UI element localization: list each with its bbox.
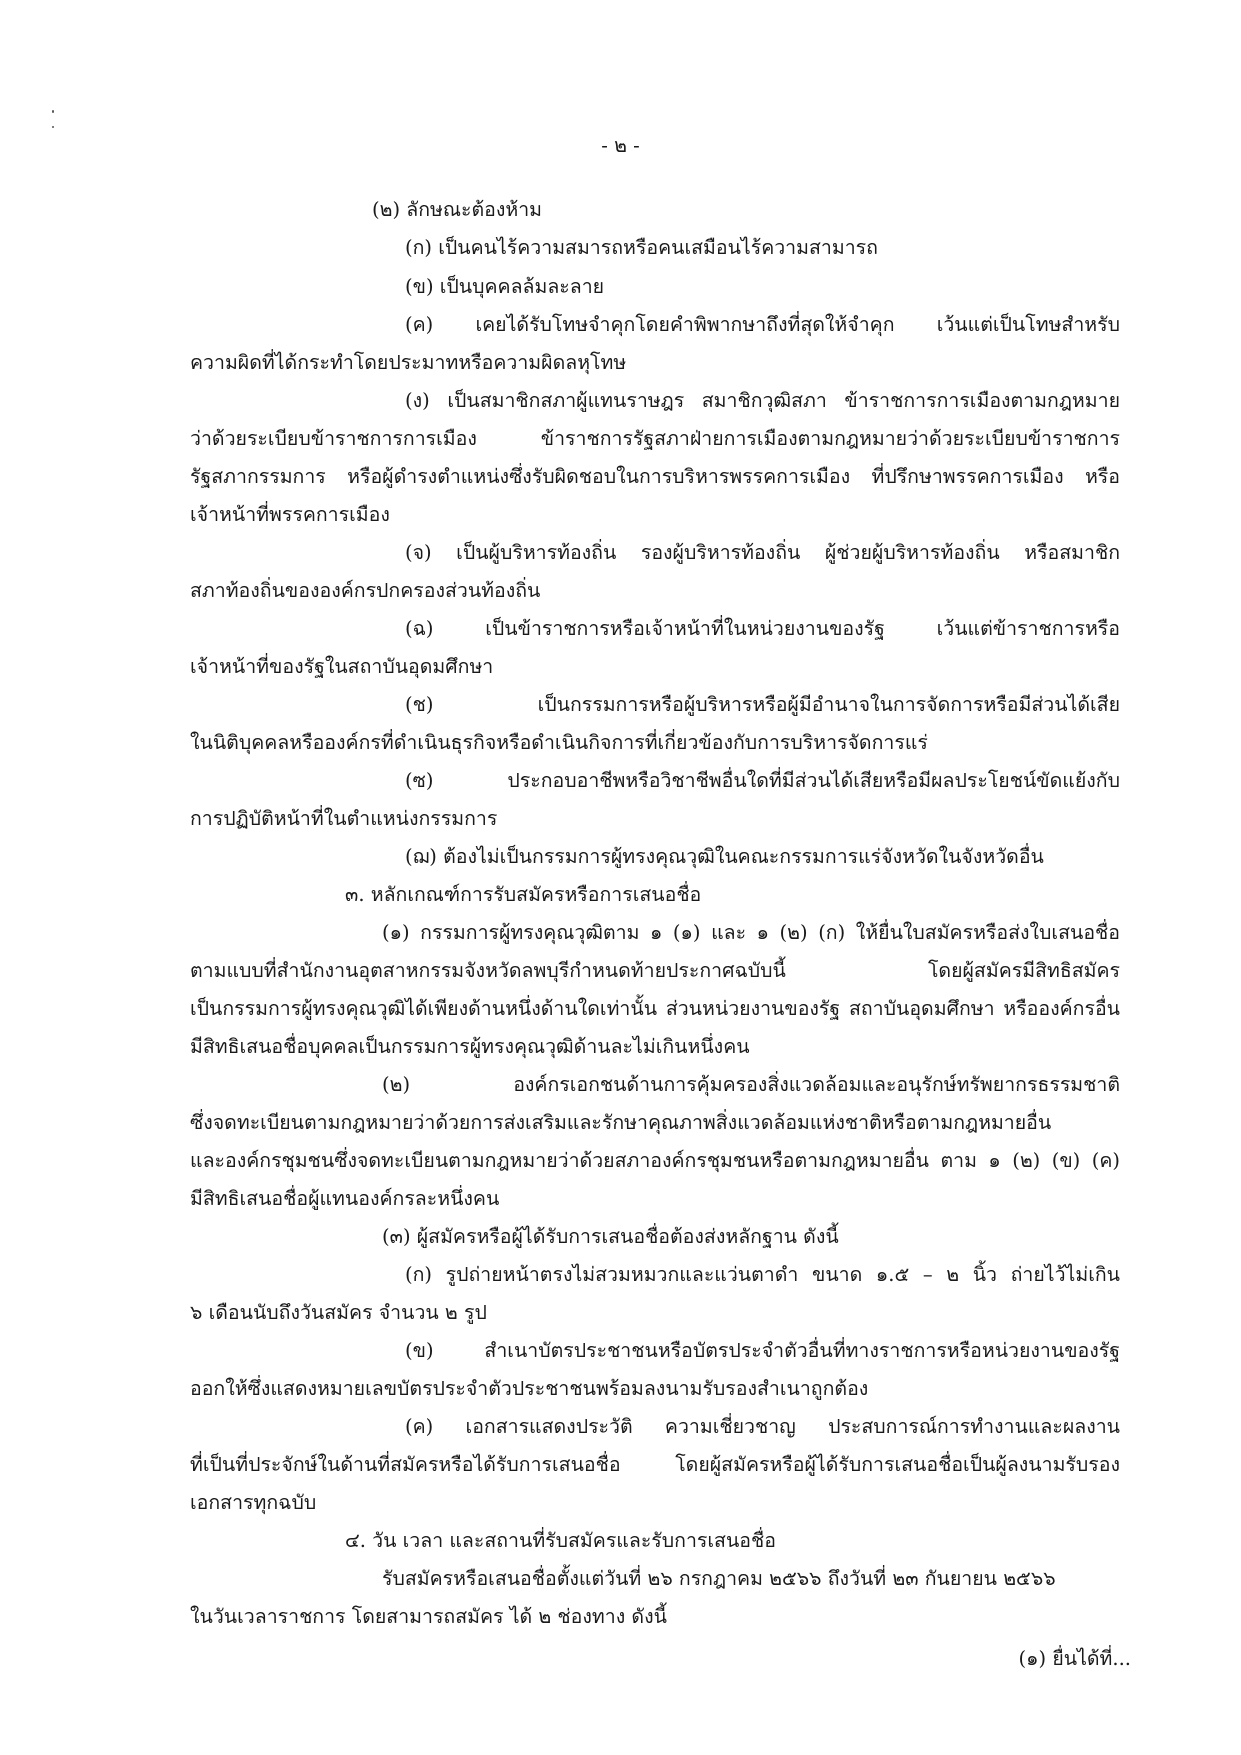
paragraph-line: ๖ เดือนนับถึงวันสมัคร จำนวน ๒ รูป (190, 1301, 487, 1324)
paragraph-line: มีสิทธิเสนอชื่อผู้แทนองค์กรละหนึ่งคน (190, 1187, 500, 1210)
paragraph-line: ความผิดที่ได้กระทำโดยประมาทหรือความผิดลหุโทษ (190, 351, 627, 374)
paragraph-line: มีสิทธิเสนอชื่อบุคคลเป็นกรรมการผู้ทรงคุณวุฒิด้านละไม่เกินหนึ่งคน (190, 1035, 750, 1058)
paragraph-line: เป็นกรรมการผู้ทรงคุณวุฒิได้เพียงด้านหนึ่งด้านใดเท่านั้น ส่วนหน่วยงานของรัฐ สถาบันอุดมศึกษา หรือองค์กรอื่น (190, 997, 1120, 1020)
paragraph-line: (๓) ผู้สมัครหรือผู้ได้รับการเสนอชื่อต้องส่งหลักฐาน ดังนี้ (382, 1225, 839, 1248)
section-heading: ๓. หลักเกณฑ์การรับสมัครหรือการเสนอชื่อ (345, 883, 702, 906)
paragraph-line: (ช) เป็นกรรมการหรือผู้บริหารหรือผู้มีอำนาจในการจัดการหรือมีส่วนได้เสีย (405, 693, 1120, 716)
paragraph-line: รัฐสภากรรมการ หรือผู้ดำรงตำแหน่งซึ่งรับผิดชอบในการบริหารพรรคการเมือง ที่ปรึกษาพรรคการเมือง หรือ (190, 465, 1120, 488)
paragraph-line: ว่าด้วยระเบียบข้าราชการการเมือง ข้าราชการรัฐสภาฝ่ายการเมืองตามกฎหมายว่าด้วยระเบียบข้าราชการ (190, 427, 1120, 450)
paragraph-line: (ค) เคยได้รับโทษจำคุกโดยคำพิพากษาถึงที่สุดให้จำคุก เว้นแต่เป็นโทษสำหรับ (405, 313, 1120, 336)
continuation-marker: (๑) ยื่นได้ที่... (1018, 1647, 1131, 1670)
paragraph-line: (ซ) ประกอบอาชีพหรือวิชาชีพอื่นใดที่มีส่วนได้เสียหรือมีผลประโยชน์ขัดแย้งกับ (405, 769, 1120, 792)
paragraph-line: ในวันเวลาราชการ โดยสามารถสมัคร ได้ ๒ ช่องทาง ดังนี้ (190, 1605, 667, 1628)
section-heading: ๔. วัน เวลา และสถานที่รับสมัครและรับการเสนอชื่อ (345, 1529, 776, 1552)
paragraph-line: ที่เป็นที่ประจักษ์ในด้านที่สมัครหรือได้รับการเสนอชื่อ โดยผู้สมัครหรือผู้ได้รับการเสนอชื่อเป็นผู้ลงนามรับรอง (190, 1453, 1120, 1476)
paragraph-line: (ง) เป็นสมาชิกสภาผู้แทนราษฎร สมาชิกวุฒิสภา ข้าราชการการเมืองตามกฎหมาย (405, 389, 1120, 412)
paragraph-line: ซึ่งจดทะเบียนตามกฎหมายว่าด้วยการส่งเสริมและรักษาคุณภาพสิ่งแวดล้อมแห่งชาติหรือตามกฎหมายอื่น (190, 1111, 1052, 1134)
paragraph-line: ตามแบบที่สำนักงานอุตสาหกรรมจังหวัดลพบุรีกำหนดท้ายประกาศฉบับนี้ โดยผู้สมัครมีสิทธิสมัคร (190, 959, 1120, 982)
paragraph-line: (๒) องค์กรเอกชนด้านการคุ้มครองสิ่งแวดล้อมและอนุรักษ์ทรัพยากรธรรมชาติ (382, 1073, 1120, 1096)
paragraph-line: (ก) รูปถ่ายหน้าตรงไม่สวมหมวกและแว่นตาดำ ขนาด ๑.๕ – ๒ นิ้ว ถ่ายไว้ไม่เกิน (405, 1263, 1120, 1286)
paragraph-line: สภาท้องถิ่นขององค์กรปกครองส่วนท้องถิ่น (190, 579, 541, 602)
scan-speck (52, 110, 54, 113)
paragraph-line: (ข) สำเนาบัตรประชาชนหรือบัตรประจำตัวอื่นที่ทางราชการหรือหน่วยงานของรัฐ (405, 1339, 1120, 1362)
paragraph-line: การปฏิบัติหน้าที่ในตำแหน่งกรรมการ (190, 807, 498, 830)
paragraph-line: ออกให้ซึ่งแสดงหมายเลขบัตรประจำตัวประชาชนพร้อมลงนามรับรองสำเนาถูกต้อง (190, 1377, 869, 1400)
paragraph-line: ในนิติบุคคลหรือองค์กรที่ดำเนินธุรกิจหรือดำเนินกิจการที่เกี่ยวข้องกับการบริหารจัดการแร่ (190, 731, 928, 754)
paragraph-line: รับสมัครหรือเสนอชื่อตั้งแต่วันที่ ๒๖ กรกฎาคม ๒๕๖๖ ถึงวันที่ ๒๓ กันยายน ๒๕๖๖ (382, 1567, 1056, 1590)
paragraph-line: (ข) เป็นบุคคลล้มละลาย (405, 275, 605, 298)
paragraph-line: เอกสารทุกฉบับ (190, 1491, 317, 1514)
paragraph-line: (ฌ) ต้องไม่เป็นกรรมการผู้ทรงคุณวุฒิในคณะกรรมการแร่จังหวัดในจังหวัดอื่น (405, 845, 1044, 868)
paragraph-line: เจ้าหน้าที่ของรัฐในสถาบันอุดมศึกษา (190, 655, 494, 678)
paragraph-line: และองค์กรชุมชนซึ่งจดทะเบียนตามกฎหมายว่าด้วยสภาองค์กรชุมชนหรือตามกฎหมายอื่น ตาม ๑ (๒) (ข) (ค) (190, 1149, 1120, 1172)
paragraph-line: (๑) กรรมการผู้ทรงคุณวุฒิตาม ๑ (๑) และ ๑ (๒) (ก) ให้ยื่นใบสมัครหรือส่งใบเสนอชื่อ (382, 921, 1120, 944)
paragraph-line: (จ) เป็นผู้บริหารท้องถิ่น รองผู้บริหารท้องถิ่น ผู้ช่วยผู้บริหารท้องถิ่น หรือสมาชิก (405, 541, 1120, 564)
page-number: - ๒ - (601, 134, 640, 157)
paragraph-line: (ค) เอกสารแสดงประวัติ ความเชี่ยวชาญ ประสบการณ์การทำงานและผลงาน (405, 1415, 1120, 1438)
paragraph-line: (๒) ลักษณะต้องห้าม (372, 198, 542, 221)
paragraph-line: เจ้าหน้าที่พรรคการเมือง (190, 503, 390, 526)
paragraph-line: (ก) เป็นคนไร้ความสมารถหรือคนเสมือนไร้ความสามารถ (405, 236, 878, 259)
paragraph-line: (ฉ) เป็นข้าราชการหรือเจ้าหน้าที่ในหน่วยงานของรัฐ เว้นแต่ข้าราชการหรือ (405, 617, 1120, 640)
scan-speck (52, 126, 54, 128)
